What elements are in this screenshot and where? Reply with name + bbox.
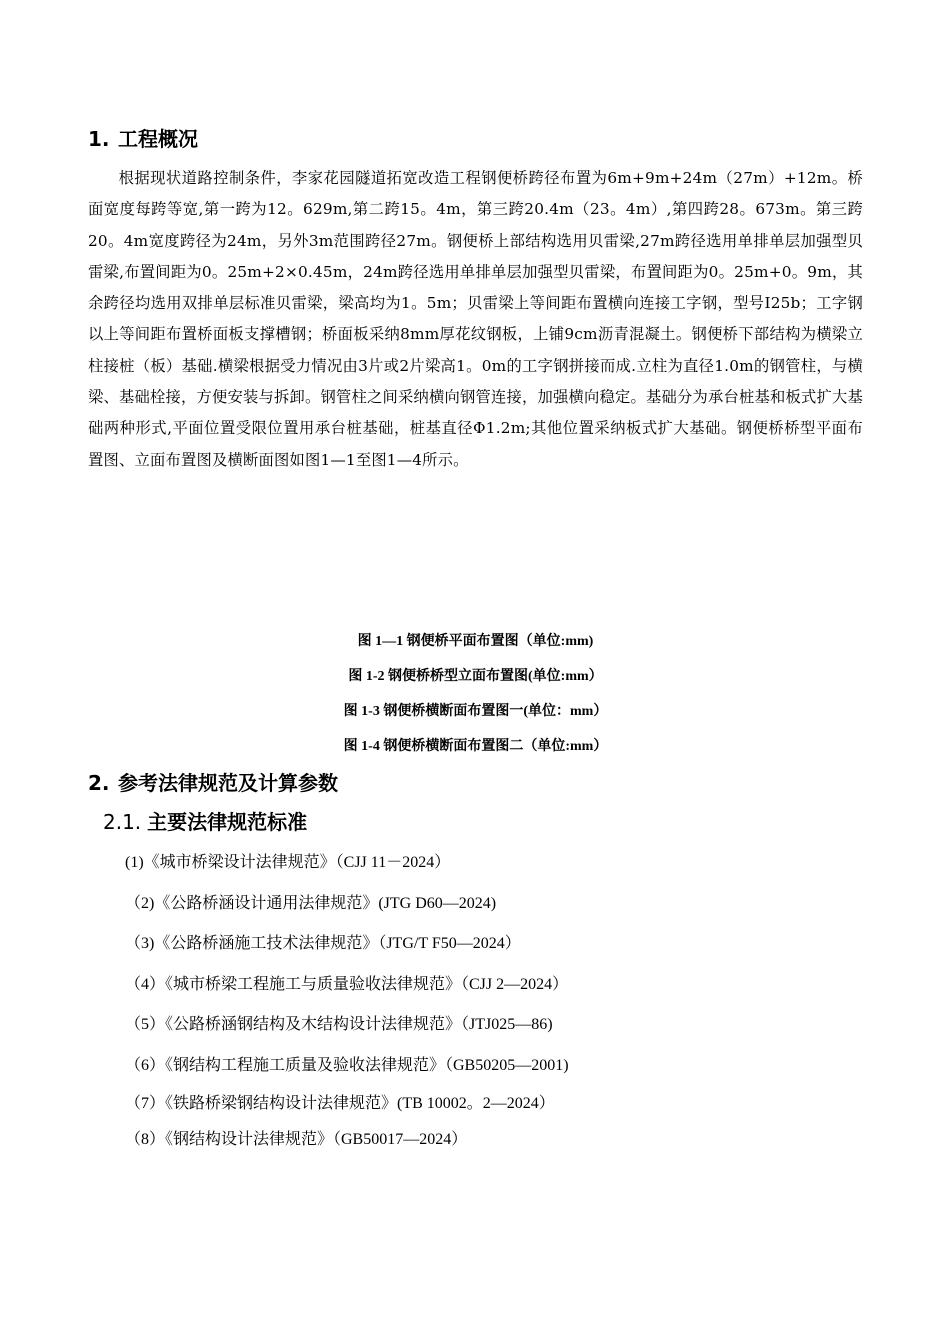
reference-item-6: （6）《钢结构工程施工质量及验收法律规范》（GB50205—2001) (125, 1057, 569, 1074)
subsection-title: 主要法律规范标准 (147, 810, 308, 834)
figure-caption-1-3: 图 1-3 钢便桥横断面布置图一(单位：mm） (343, 704, 608, 719)
section-number: 2. (88, 771, 110, 795)
overview-paragraph: 根据现状道路控制条件，李家花园隧道拓宽改造工程钢便桥跨径布置为6m+9m+24m（27m）+12m。桥面宽度每跨等宽,第一跨为12。629m,第二跨15。4m，第三跨20.4m（23。4m）,第四跨28。673m。第三跨20。4m宽度跨径为24m，另外3m范围跨径27m。钢便桥上部结构选用贝雷梁,27m跨径选用单排单层加强型贝雷梁,布置间距为0。25m+2×0.45m，24m跨径选用单排单层加强型贝雷梁，布置间距为0。25m+0。9m，其余跨径均选用双排单层标准贝雷梁，梁高均为1。5m；贝雷梁上等间距布置横向连接工字钢，型号I25b；工字钢以上等间距布置桥面板支撑槽钢；桥面板采纳8mm厚花纹钢板，上铺9cm沥青混凝土。钢便桥下部结构为横梁立柱接桩（板）基础.横梁根据受力情况由3片或2片梁高1。0m的工字钢拼接而成.立柱为直径1.0m的钢管柱，与横梁、基础栓接，方便安装与拆卸。钢管柱之间采纳横向钢管连接，加强横向稳定。基础分为承台桩基和板式扩大基础两种形式,平面位置受限位置用承台桩基础，桩基直径Φ1.2m;其他位置采纳板式扩大基础。钢便桥桥型平面布置图、立面布置图及横断面图如图1—1至图1—4所示。 (88, 169, 863, 469)
subsection-number: 2.1. (103, 810, 142, 834)
reference-item-2: （2)《公路桥涵设计通用法律规范》(JTG D60—2024) (125, 895, 497, 912)
figure-caption-1-2: 图 1-2 钢便桥桥型立面布置图(单位:mm） (348, 669, 603, 684)
reference-item-1: (1)《城市桥梁设计法律规范》（CJJ 11－2024） (125, 854, 451, 871)
reference-item-4: （4）《城市桥梁工程施工与质量验收法律规范》（CJJ 2—2024） (125, 976, 569, 993)
section-title: 工程概况 (118, 127, 198, 151)
figure-caption-1-4: 图 1-4 钢便桥横断面布置图二（单位:mm） (343, 739, 608, 754)
section-heading-overview (88, 127, 198, 151)
reference-item-3: （3)《公路桥涵施工技术法律规范》（JTG/T F50—2024） (125, 935, 521, 952)
section-number: 1. (88, 127, 110, 151)
figure-caption-1-1: 图 1—1 钢便桥平面布置图（单位:mm) (357, 634, 594, 649)
reference-item-7: （7）《铁路桥梁钢结构设计法律规范》(TB 10002。2—2024） (125, 1095, 555, 1112)
reference-item-5: （5）《公路桥涵钢结构及木结构设计法律规范》（JTJ025—86) (125, 1016, 553, 1033)
section-title: 参考法律规范及计算参数 (118, 771, 338, 795)
section-heading-references (88, 771, 338, 795)
subsection-heading (103, 810, 307, 834)
reference-item-8: （8）《钢结构设计法律规范》（GB50017—2024） (125, 1131, 468, 1148)
